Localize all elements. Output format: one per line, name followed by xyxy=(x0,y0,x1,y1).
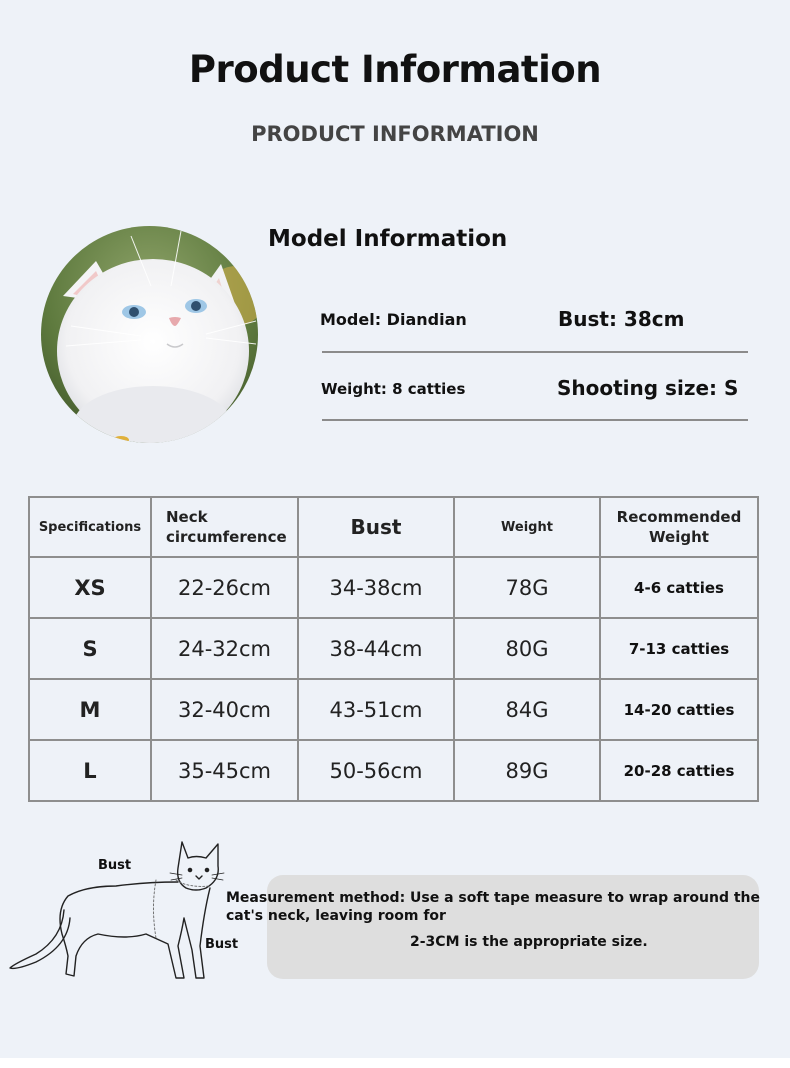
divider xyxy=(322,351,748,353)
cell-bust: 38-44cm xyxy=(298,618,454,679)
cell-neck: 24-32cm xyxy=(151,618,298,679)
cell-bust: 43-51cm xyxy=(298,679,454,740)
header-specifications: Specifications xyxy=(29,497,151,557)
table-header-row xyxy=(29,497,758,557)
cell-recommended: 14-20 catties xyxy=(600,679,758,740)
table-row xyxy=(29,740,758,801)
table-row xyxy=(29,618,758,679)
header-rec-line1: Recommended xyxy=(616,508,742,526)
cell-recommended: 7-13 catties xyxy=(600,618,758,679)
cell-recommended: 4-6 catties xyxy=(600,557,758,618)
cell-weight: 80G xyxy=(454,618,600,679)
header-recommended-weight xyxy=(600,497,758,557)
cell-size: M xyxy=(29,679,151,740)
table-row xyxy=(29,679,758,740)
model-info-heading: Model Information xyxy=(268,226,508,252)
header-weight: Weight xyxy=(454,497,600,557)
header-neck-line1: Neck xyxy=(166,508,208,526)
measurement-method-text: Measurement method: Use a soft tape measure to wrap around the cat's neck, leaving room for xyxy=(226,890,760,924)
page-title: Product Information xyxy=(188,48,602,91)
diagram-label-bust-bottom: Bust xyxy=(205,937,239,952)
page-subtitle: PRODUCT INFORMATION xyxy=(251,122,539,146)
cell-bust: 34-38cm xyxy=(298,557,454,618)
cell-recommended: 20-28 catties xyxy=(600,740,758,801)
cell-weight: 78G xyxy=(454,557,600,618)
bottom-band xyxy=(0,1058,790,1068)
cell-size: S xyxy=(29,618,151,679)
divider xyxy=(322,419,748,421)
cell-size: L xyxy=(29,740,151,801)
table-row xyxy=(29,557,758,618)
header-bust: Bust xyxy=(298,497,454,557)
model-shooting-size: Shooting size: S xyxy=(557,376,739,400)
header-rec-line2: Weight xyxy=(649,528,709,546)
model-bust: Bust: 38cm xyxy=(558,307,685,331)
diagram-label-bust-top: Bust xyxy=(98,858,132,873)
cell-bust: 50-56cm xyxy=(298,740,454,801)
model-name: Model: Diandian xyxy=(320,310,467,329)
cell-weight: 89G xyxy=(454,740,600,801)
header-neck-line2: circumference xyxy=(166,528,287,546)
model-weight: Weight: 8 catties xyxy=(321,380,466,398)
cell-size: XS xyxy=(29,557,151,618)
cell-neck: 35-45cm xyxy=(151,740,298,801)
cell-weight: 84G xyxy=(454,679,600,740)
header-neck-circumference xyxy=(151,497,298,557)
white-cat-photo xyxy=(41,226,258,443)
cell-neck: 22-26cm xyxy=(151,557,298,618)
measurement-size-text: 2-3CM is the appropriate size. xyxy=(410,934,648,950)
cell-neck: 32-40cm xyxy=(151,679,298,740)
size-chart-table xyxy=(28,496,759,802)
